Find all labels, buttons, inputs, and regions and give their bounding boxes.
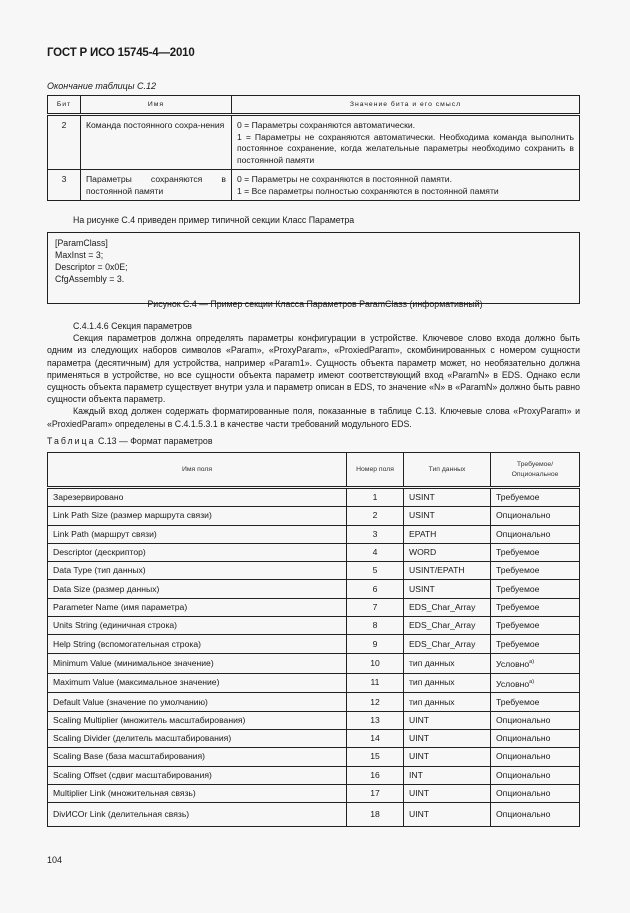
field-number-cell [347, 711, 404, 729]
requirement-cell [491, 653, 580, 673]
column-header-required-optional: Требуемое/ Опциональное [491, 453, 580, 488]
field-number-cell-text: 7 [372, 601, 378, 612]
figure-intro-text: На рисунке С.4 приведен пример типичной секции Класс Параметра [73, 215, 355, 225]
column-header-field-name: Имя поля [48, 453, 347, 488]
requirement-cell-text: Опционально [496, 510, 551, 521]
requirement-cell [491, 803, 580, 827]
field-name-cell-text: Multiplier Link (множительная связь) [53, 788, 196, 799]
table-row [48, 711, 580, 729]
meaning-line: 0 = Параметры не сохраняются в постоянной памяти. [237, 174, 452, 184]
table-row [48, 170, 580, 201]
footnote-marker: а) [529, 678, 535, 685]
field-name-cell [48, 507, 347, 525]
requirement-cell-text: Требуемое [496, 638, 540, 649]
data-type-cell-text: EDS_Char_Array [409, 601, 476, 612]
table-row [48, 115, 580, 170]
table-row [48, 507, 580, 525]
data-type-cell [404, 488, 491, 507]
meaning-line: 1 = Все параметры полностью сохраняются в постоянной памяти [237, 185, 499, 196]
field-number-cell [347, 543, 404, 561]
column-header-field-number: Номер поля [347, 453, 404, 488]
table-row [48, 598, 580, 616]
requirement-cell [491, 711, 580, 729]
data-type-cell-text: USINT [409, 492, 435, 503]
data-type-cell-text: USINT [409, 510, 435, 521]
table-c12 [47, 95, 580, 201]
requirement-cell [491, 673, 580, 693]
table-row [48, 766, 580, 784]
requirement-cell-text: Опционально [496, 751, 551, 762]
data-type-cell [404, 748, 491, 766]
table-c13-caption [47, 436, 213, 446]
table-row [48, 653, 580, 673]
field-name-cell-text: Data Size (размер данных) [53, 583, 160, 594]
requirement-cell-text: Условно [496, 678, 530, 689]
field-number-cell-text: 6 [372, 583, 378, 594]
field-name-cell-text: Descriptor (дескриптор) [53, 547, 146, 558]
field-name-cell-text: Maximum Value (максимальное значение) [53, 677, 220, 688]
document-header: ГОСТ Р ИСО 15745-4—2010 [47, 47, 195, 59]
data-type-cell-text: тип данных [409, 677, 455, 688]
field-name-cell-text: Зарезервировано [53, 492, 124, 503]
column-header-meaning: Значение бита и его смысл [232, 96, 580, 115]
requirement-cell [491, 488, 580, 507]
field-name-cell [48, 766, 347, 784]
requirement-cell-text: Требуемое [496, 565, 540, 576]
data-type-cell-text: WORD [409, 547, 437, 558]
section-parameters [47, 320, 580, 430]
field-number-cell-text: 14 [370, 733, 380, 744]
field-number-cell [347, 507, 404, 525]
field-name-cell-text: Default Value (значение по умолчанию) [53, 696, 208, 707]
data-type-cell-text: UINT [409, 733, 430, 744]
data-type-cell [404, 525, 491, 543]
requirement-cell [491, 543, 580, 561]
table-row [48, 803, 580, 827]
requirement-cell [491, 729, 580, 747]
field-number-cell-text: 18 [370, 809, 380, 820]
requirement-cell [491, 598, 580, 616]
field-number-cell-text: 1 [372, 492, 378, 503]
requirement-cell-text: Требуемое [496, 492, 540, 503]
field-number-cell-text: 5 [372, 565, 378, 576]
field-number-cell-text: 13 [370, 714, 380, 725]
table-row [48, 784, 580, 802]
page-number: 104 [47, 855, 63, 865]
field-number-cell [347, 598, 404, 616]
figure-c4-code-box [47, 232, 580, 304]
data-type-cell [404, 766, 491, 784]
field-number-cell [347, 488, 404, 507]
code-line: CfgAssembly = 3. [55, 274, 125, 284]
field-name-cell [48, 617, 347, 635]
bit-cell: 3 [48, 170, 81, 201]
requirement-cell [491, 507, 580, 525]
field-number-cell [347, 803, 404, 827]
field-number-cell [347, 784, 404, 802]
requirement-cell [491, 525, 580, 543]
data-type-cell-text: UINT [409, 809, 430, 820]
table-row [48, 525, 580, 543]
field-name-cell-text: Scaling Multiplier (множитель масштабирования) [53, 714, 246, 725]
field-name-cell [48, 543, 347, 561]
data-type-cell-text: UINT [409, 714, 430, 725]
code-line: [ParamClass] [55, 238, 108, 248]
table-row [48, 673, 580, 693]
meaning-line: 1 = Параметры не сохраняются автоматически. Необходима команда выполнить постоянное сохранение, когда желательные параметры необходимо сохранить в постоянной памяти [237, 131, 574, 165]
table-row [48, 562, 580, 580]
data-type-cell-text: тип данных [409, 657, 455, 668]
table-c12-caption: Окончание таблицы С.12 [47, 81, 156, 91]
field-name-cell-text: Scaling Offset (сдвиг масштабирования) [53, 769, 212, 780]
name-cell: Команда постоянного сохра-нения [81, 115, 232, 170]
field-name-cell-text: Minimum Value (минимальное значение) [53, 657, 214, 668]
field-name-cell [48, 711, 347, 729]
bit-cell: 2 [48, 115, 81, 170]
column-header-data-type: Тип данных [404, 453, 491, 488]
data-type-cell [404, 598, 491, 616]
data-type-cell-text: UINT [409, 751, 430, 762]
table-title: С.13 — Формат параметров [97, 436, 213, 446]
code-line: MaxInst = 3; [55, 250, 104, 260]
field-number-cell-text: 2 [372, 510, 378, 521]
figure-c4-caption: Рисунок С.4 — Пример секции Класса Параметров ParamClass (информативный) [147, 299, 483, 309]
data-type-cell-text: USINT/EPATH [409, 565, 465, 576]
field-name-cell [48, 598, 347, 616]
requirement-cell-text: Опционально [496, 788, 551, 799]
requirement-cell [491, 784, 580, 802]
section-paragraph-1: Секция параметров должна определять параметры конфигурации в устройстве. Ключевое слово входа должно быть одним из следующих наборов символов «Param», «ProxyParam», «ProxiedParam», скомбинированных с номером сущности параметра (десятичным) для устройства, например «Param1». Сущность объекта параметр может, но необязательно должна применяться в устройстве, но все сущности объекта параметр имеют соответствующий вход «ParamN» в EDS. Однако если сущность объекта параметр существует внутри узла и параметр описан в EDS, то значение «N» в «ParamN» должно быть равно сущности объекта параметр. [47, 333, 580, 405]
field-number-cell [347, 653, 404, 673]
requirement-cell [491, 748, 580, 766]
data-type-cell-text: EPATH [409, 528, 437, 539]
data-type-cell [404, 562, 491, 580]
field-number-cell-text: 4 [372, 547, 378, 558]
data-type-cell [404, 635, 491, 653]
field-number-cell [347, 617, 404, 635]
field-number-cell-text: 15 [370, 751, 380, 762]
field-name-cell-text: Link Path (маршрут связи) [53, 528, 157, 539]
field-number-cell-text: 17 [370, 788, 380, 799]
data-type-cell [404, 673, 491, 693]
table-c12-header-row [48, 96, 580, 115]
name-cell: Параметры сохраняются в постоянной памяти [81, 170, 232, 201]
data-type-cell [404, 507, 491, 525]
requirement-cell-text: Опционально [496, 733, 551, 744]
code-line: Descriptor = 0x0E; [55, 262, 128, 272]
field-number-cell [347, 729, 404, 747]
data-type-cell [404, 711, 491, 729]
field-name-cell-text: Data Type (тип данных) [53, 565, 146, 576]
table-c13 [47, 452, 580, 827]
field-number-cell [347, 766, 404, 784]
field-number-cell-text: 9 [372, 638, 378, 649]
requirement-cell [491, 766, 580, 784]
field-name-cell-text: Help String (вспомогательная строка) [53, 638, 201, 649]
requirement-cell-text: Требуемое [496, 696, 540, 707]
field-number-cell [347, 635, 404, 653]
column-header-name: Имя [81, 96, 232, 115]
requirement-cell-text: Опционально [496, 714, 551, 725]
table-row [48, 748, 580, 766]
data-type-cell-text: USINT [409, 583, 435, 594]
requirement-cell-text: Опционально [496, 769, 551, 780]
field-name-cell-text: Link Path Size (размер маршрута связи) [53, 510, 212, 521]
field-number-cell [347, 693, 404, 711]
requirement-cell [491, 635, 580, 653]
requirement-cell-text: Требуемое [496, 547, 540, 558]
field-name-cell-text: Scaling Base (база масштабирования) [53, 751, 206, 762]
requirement-cell [491, 693, 580, 711]
data-type-cell-text: INT [409, 769, 423, 780]
data-type-cell [404, 543, 491, 561]
table-row [48, 580, 580, 598]
meaning-cell [232, 115, 580, 170]
table-row [48, 488, 580, 507]
field-name-cell [48, 562, 347, 580]
table-row [48, 617, 580, 635]
field-name-cell-text: Parameter Name (имя параметра) [53, 601, 188, 612]
field-name-cell [48, 803, 347, 827]
field-number-cell [347, 673, 404, 693]
field-name-cell [48, 673, 347, 693]
field-number-cell-text: 3 [372, 528, 378, 539]
field-number-cell-text: 8 [372, 620, 378, 631]
data-type-cell-text: UINT [409, 788, 430, 799]
section-heading: С.4.1.4.6 Секция параметров [73, 321, 192, 331]
table-label: Таблица [47, 436, 96, 446]
requirement-cell-text: Требуемое [496, 620, 540, 631]
field-name-cell-text: Units String (единичная строка) [53, 620, 178, 631]
field-name-cell [48, 488, 347, 507]
field-name-cell [48, 693, 347, 711]
requirement-cell-text: Требуемое [496, 583, 540, 594]
data-type-cell [404, 693, 491, 711]
data-type-cell [404, 784, 491, 802]
footnote-marker: а) [529, 658, 535, 665]
field-name-cell [48, 653, 347, 673]
table-row [48, 635, 580, 653]
data-type-cell-text: EDS_Char_Array [409, 620, 476, 631]
data-type-cell [404, 653, 491, 673]
field-name-cell-text: DivИСOr Link (делительная связь) [53, 809, 190, 820]
field-number-cell [347, 580, 404, 598]
requirement-cell-text: Требуемое [496, 601, 540, 612]
field-number-cell-text: 11 [370, 677, 380, 688]
requirement-cell [491, 617, 580, 635]
field-name-cell-text: Scaling Divider (делитель масштабирования) [53, 733, 232, 744]
field-name-cell [48, 635, 347, 653]
data-type-cell [404, 729, 491, 747]
column-header-bit: Бит [48, 96, 81, 115]
section-paragraph-2: Каждый вход должен содержать форматированные поля, показанные в таблице С.13. Ключевые слова «ProxyParam» и «ProxiedParam» определены в С.4.1.5.3.1 в качестве части требований модульного EDS. [47, 406, 580, 429]
meaning-line: 0 = Параметры сохраняются автоматически. [237, 120, 416, 130]
field-number-cell-text: 10 [370, 657, 380, 668]
data-type-cell [404, 803, 491, 827]
requirement-cell-text: Условно [496, 658, 530, 669]
meaning-cell [232, 170, 580, 201]
field-name-cell [48, 729, 347, 747]
requirement-cell-text: Опционально [496, 528, 551, 539]
data-type-cell-text: EDS_Char_Array [409, 638, 476, 649]
field-name-cell [48, 748, 347, 766]
table-c13-header-row [48, 453, 580, 488]
requirement-cell-text: Опционально [496, 809, 551, 820]
field-number-cell [347, 748, 404, 766]
field-number-cell-text: 16 [370, 769, 380, 780]
field-number-cell [347, 525, 404, 543]
data-type-cell [404, 617, 491, 635]
data-type-cell-text: тип данных [409, 696, 455, 707]
table-row [48, 729, 580, 747]
table-row [48, 693, 580, 711]
table-row [48, 543, 580, 561]
data-type-cell [404, 580, 491, 598]
field-name-cell [48, 580, 347, 598]
field-number-cell [347, 562, 404, 580]
field-name-cell [48, 784, 347, 802]
field-name-cell [48, 525, 347, 543]
requirement-cell [491, 580, 580, 598]
field-number-cell-text: 12 [370, 696, 380, 707]
requirement-cell [491, 562, 580, 580]
